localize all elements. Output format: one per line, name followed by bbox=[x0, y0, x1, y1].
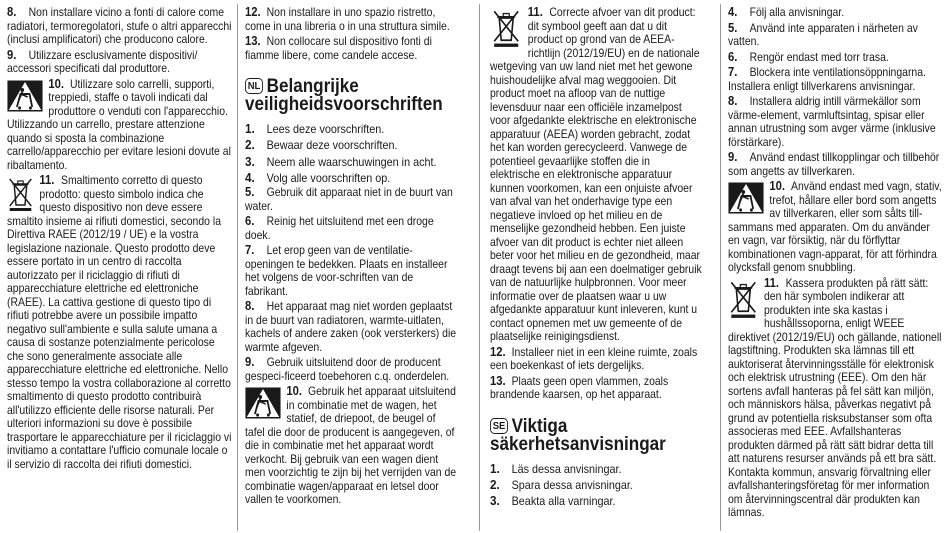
nl-item-12: 12. Installeer niet in een kleine ruimte, zoals een boekenkast of iets dergelijks. bbox=[490, 344, 698, 372]
nl-item-2: 2. Bewaar deze voorschriften. bbox=[245, 137, 398, 153]
column-divider bbox=[720, 4, 721, 531]
nl-item-7: 7. Let erop geen van de ventilatie-openingen te bedekken. Plaats en installeer het volgens de voor-schriften van de fabrikant. bbox=[245, 243, 448, 298]
nl-item-5: 5. Gebruik dit apparaat niet in de buurt van water. bbox=[245, 185, 453, 213]
se-item-10: 10. Använd endast med vagn, stativ, trefot, hållare eller bord som angetts av tillverkaren, eller som sålts till-sammans med apparaten. Om du använder en vagn, var försiktig, när du förflyttar kombinationen vagn-apparat, för att förhindra olycksfall genom snubbling. bbox=[728, 179, 942, 274]
weee-crossed-bin-icon bbox=[490, 8, 522, 48]
se-item-6: 6. Rengör endast med torr trasa. bbox=[728, 49, 889, 64]
weee-crossed-bin-icon bbox=[7, 176, 34, 212]
column-dutch-swedish bbox=[490, 6, 702, 531]
se-item-8: 8. Installera aldrig intill värmekällor som värme-element, varmluftsintag, spisar eller annan utrustning som avger värme (inklusive förstärkare). bbox=[728, 94, 936, 149]
nl-item-3: 3. Neem alle waarschuwingen in acht. bbox=[245, 153, 437, 169]
se-item-4: 4. Följ alla anvisningar. bbox=[728, 5, 845, 19]
column-divider bbox=[479, 4, 480, 531]
se-item-9: 9. Använd endast tillkopplingar och tillbehör som angetts av tillverkaren. bbox=[728, 150, 940, 178]
cart-tip-warning-icon bbox=[7, 80, 43, 112]
weee-crossed-bin-icon bbox=[728, 279, 759, 319]
nl-section-heading: NL Belangrijke veiligheidsvoorschriften bbox=[245, 76, 443, 115]
it-item-13: 13. Non collocare sul dispositivo fonti di fiamme libere, come candele accese. bbox=[245, 34, 432, 62]
it-item-10: 10. Utilizzare solo carrelli, supporti, treppiedi, staffe o tavoli indicati dal produttore o venduti con l'apparecchio. Utilizzando un carrello, prestare attenzione quando si sposta la combinazione carrello/apparecchio per evitare lesioni dovute al ribaltamento. bbox=[7, 76, 231, 172]
nl-item-6: 6. Reinig het uitsluitend met een droge doek. bbox=[245, 214, 434, 242]
nl-item-1: 1. Lees deze voorschriften. bbox=[245, 121, 385, 136]
se-language-badge: SE bbox=[490, 418, 508, 434]
se-item-7: 7. Blockera inte ventilationsöppningarna. Installera enligt tillverkarens anvisningar. bbox=[728, 65, 926, 93]
it-item-11: 11. Smaltimento corretto di questo prodotto: questo simbolo indica che questo dispositivo non deve essere smaltito insieme ai rifiuti domestici, secondo la Direttiva RAEE (2012/19 / UE) e la vostra legislazione nazionale. Questo prodotto deve essere portato in un centro di raccolta autorizzato per il riciclaggio di rifiuti di apparecchiature elettriche ed elettroniche (RAEE). La cattiva gestione di questo tipo di rifiuti potrebbe avere un possibile impatto negativo sull'ambiente e sulla salute umana a causa di sostanze potenzialmente pericolose che sono generalmente associate alle apparecchiature elettriche ed elettroniche. Nello stesso tempo la vostra collaborazione al corretto smaltimento di questo prodotto contribuirà all'utilizzo efficiente delle risorse naturali. Per ulteriori informazioni su dove è possibile trasportare le apparecchiature per il riciclaggio vi invitiamo a contattare l'ufficio comunale locale o il servizio di raccolta dei rifiuti domestici. bbox=[7, 173, 232, 471]
cart-tip-warning-icon bbox=[245, 387, 281, 419]
se-item-11: 11. Kassera produkten på rätt sätt: den här symbolen indikerar att produkten inte ska kastas i hushållssoporna, enligt WEEE direktivet (2012/19/EU) och gällande, nationell lagstiftning. Produkten ska lämnas till ett auktoriserat återvinningsställe för elektronisk och elektrisk utrustning (EEE). Om den här sortens avfall hanteras på fel sätt kan miljön, och människors hälsa, påverkas negativt på grund av potentiella risksubstanser som ofta associeras med EEE. Avfallshanteras produkten därmed på rätt sätt bidrar detta till att naturens resurser används på ett bra sätt. Kontakta kommun, ansvarig förvaltning eller avfallshanteringsföretag för mer information om återvinningscentral där produkten kan lämnas. bbox=[728, 275, 942, 519]
se-item-2: 2. Spara dessa anvisningar. bbox=[490, 476, 633, 492]
se-item-1: 1. Läs dessa anvisningar. bbox=[490, 460, 622, 476]
nl-item-4: 4. Volg alle voorschriften op. bbox=[245, 169, 391, 185]
column-divider bbox=[237, 4, 238, 531]
se-item-5: 5. Använd inte apparaten i närheten av vatten. bbox=[728, 20, 918, 48]
nl-item-10: 10. Gebruik het apparaat uitsluitend in combinatie met de wagen, het statief, de driepoot, de beugel of tafel die door de producent is aangegeven, of die in combinatie met het apparaat wordt verkocht. Bij gebruik van een wagen dient men voorzichtig te zijn bij het verrijden van de combinatie wagen/apparaat en letsel door vallen te voorkomen. bbox=[245, 384, 457, 507]
column-dutch bbox=[245, 6, 457, 531]
it-item-8: 8. Non installare vicino a fonti di calore come radiatori, termoregolatori, stufe o altri apparecchi (inclusi amplificatori) che producono calore. bbox=[7, 5, 232, 46]
it-item-12: 12. Non installare in uno spazio ristretto, come in una libreria o in una struttura simile. bbox=[245, 5, 450, 33]
column-swedish bbox=[728, 6, 944, 531]
nl-item-9: 9. Gebruik uitsluitend door de producent gespeci-ficeerd toebehoren c.q. onderdelen. bbox=[245, 355, 450, 383]
nl-item-8: 8. Het apparaat mag niet worden geplaatst in de buurt van radiatoren, warmte-uitlaten, kachels of andere zaken (ook versterkers) die warmte afgeven. bbox=[245, 299, 457, 354]
nl-item-13: 13. Plaats geen open vlammen, zoals brandende kaarsen, op het apparaat. bbox=[490, 373, 669, 401]
it-item-9: 9. Utilizzare esclusivamente dispositivi/ accessori specificati dal produttore. bbox=[7, 47, 198, 75]
nl-language-badge: NL bbox=[245, 78, 263, 94]
nl-item-11: 11. Correcte afvoer van dit product: dit symbool geeft aan dat u dit product op grond van de AEEA-richtlijn (2012/19/EU) en de nationale wetgeving van uw land niet met het gewone huishoudelijke afval mag weggooien. Dit product moet na afloop van de nuttige levensduur naar een officiële inzamelpost voor afgedankte elektrische en elektronische apparatuur (AEEA) worden gebracht, zodat het kan worden gerecycleerd. Vanwege de potentieel gevaarlijke stoffen die in elektrische en elektronische apparatuur kunnen voorkomen, kan een onjuiste afvoer van afval van het onderhavige type een negatieve invloed op het milieu en de menselijke gezondheid hebben. Een juiste afvoer van dit product is echter niet alleen beter voor het milieu en de gezondheid, maar draagt tevens bij aan een doelmatiger gebruik van de natuurlijke hulpbronnen. Voor meer informatie over de plaatsen waar u uw afgedankte apparatuur kunt inleveren, kunt u contact opnemen met uw gemeente of de plaatselijke reinigingsdienst. bbox=[490, 5, 702, 343]
se-item-3: 3. Beakta alla varningar. bbox=[490, 493, 616, 509]
cart-tip-warning-icon bbox=[728, 182, 764, 214]
column-italian bbox=[7, 6, 232, 531]
se-section-heading: SE Viktiga säkerhetsanvisningar bbox=[490, 415, 666, 455]
